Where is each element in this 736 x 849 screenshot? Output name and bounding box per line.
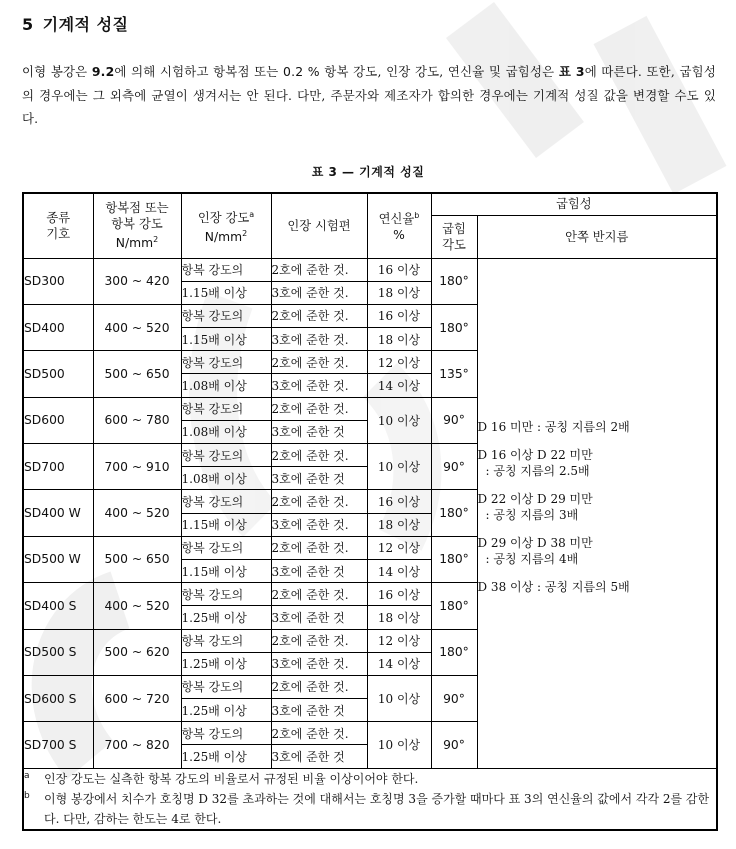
specimen-cell: 2호에 준한 것. [271, 351, 367, 374]
header-inner-radius: 안쪽 반지름 [477, 215, 717, 258]
bend-angle-cell: 180° [431, 536, 477, 582]
yield-cell: 500 ~ 620 [93, 629, 181, 675]
tensile-cell: 1.08배 이상 [181, 467, 271, 490]
specimen-cell: 2호에 준한 것. [271, 722, 367, 745]
intro-paragraph [22, 60, 716, 131]
bend-angle-cell: 180° [431, 258, 477, 304]
specimen-cell: 2호에 준한 것. [271, 536, 367, 559]
radius-item: D 22 이상 D 29 미만 : 공칭 지름의 3배 [477, 492, 593, 523]
tensile-cell: 항복 강도의 [181, 444, 271, 467]
grade-cell: SD300 [23, 258, 93, 304]
elongation-cell: 10 이상 [367, 722, 431, 768]
tensile-cell: 1.15배 이상 [181, 559, 271, 582]
tensile-cell: 항복 강도의 [181, 583, 271, 606]
elongation-cell: 16 이상 [367, 304, 431, 327]
specimen-cell: 2호에 준한 것. [271, 629, 367, 652]
section-heading [22, 12, 129, 35]
elongation-cell: 16 이상 [367, 490, 431, 513]
tensile-cell: 1.08배 이상 [181, 420, 271, 443]
specimen-cell: 2호에 준한 것. [271, 490, 367, 513]
tensile-cell: 1.15배 이상 [181, 281, 271, 304]
elongation-cell: 14 이상 [367, 652, 431, 675]
tensile-cell: 항복 강도의 [181, 675, 271, 698]
bend-angle-cell: 90° [431, 675, 477, 721]
specimen-cell: 2호에 준한 것. [271, 397, 367, 420]
elongation-cell: 16 이상 [367, 258, 431, 281]
grade-cell: SD400 [23, 304, 93, 350]
tensile-cell: 항복 강도의 [181, 629, 271, 652]
elongation-cell: 14 이상 [367, 559, 431, 582]
elongation-cell: 12 이상 [367, 351, 431, 374]
para-text-2: 에 의해 시험하고 항복점 또는 [114, 64, 283, 79]
yield-cell: 400 ~ 520 [93, 583, 181, 629]
specimen-cell: 2호에 준한 것. [271, 675, 367, 698]
specimen-cell: 3호에 준한 것. [271, 513, 367, 536]
grade-cell: SD400 S [23, 583, 93, 629]
elongation-cell: 12 이상 [367, 536, 431, 559]
elongation-cell: 10 이상 [367, 444, 431, 490]
tensile-cell: 항복 강도의 [181, 351, 271, 374]
tensile-cell: 1.15배 이상 [181, 513, 271, 536]
para-text-3: 항복 강도, 인장 강도, 연신율 및 굽힘성은 [319, 64, 559, 79]
grade-cell: SD500 W [23, 536, 93, 582]
elongation-cell: 12 이상 [367, 629, 431, 652]
specimen-cell: 3호에 준한 것 [271, 559, 367, 582]
elongation-cell: 18 이상 [367, 606, 431, 629]
header-specimen: 인장 시험편 [271, 193, 367, 258]
specimen-cell: 3호에 준한 것 [271, 745, 367, 768]
specimen-cell: 3호에 준한 것 [271, 606, 367, 629]
radius-item: D 16 이상 D 22 미만 : 공칭 지름의 2.5배 [477, 448, 593, 479]
elongation-cell: 10 이상 [367, 675, 431, 721]
tensile-cell: 항복 강도의 [181, 722, 271, 745]
footnote-a: a 인장 강도는 실측한 항복 강도의 비율로서 규정된 비율 이상이어야 한다. [24, 770, 419, 786]
clause-reference: 9.2 [91, 64, 115, 79]
elongation-cell: 14 이상 [367, 374, 431, 397]
tensile-cell: 항복 강도의 [181, 536, 271, 559]
grade-cell: SD500 S [23, 629, 93, 675]
yield-cell: 500 ~ 650 [93, 536, 181, 582]
elongation-cell: 18 이상 [367, 513, 431, 536]
bend-angle-cell: 180° [431, 629, 477, 675]
specimen-cell: 3호에 준한 것 [271, 699, 367, 722]
header-bendability: 굽힘성 [431, 193, 717, 215]
tensile-cell: 1.25배 이상 [181, 606, 271, 629]
yield-cell: 400 ~ 520 [93, 490, 181, 536]
tensile-cell: 1.25배 이상 [181, 652, 271, 675]
section-title: 기계적 성질 [42, 15, 129, 34]
tensile-cell: 1.25배 이상 [181, 745, 271, 768]
specimen-cell: 3호에 준한 것 [271, 420, 367, 443]
inner-radius-cell [477, 258, 717, 768]
bend-angle-cell: 135° [431, 351, 477, 397]
tensile-cell: 항복 강도의 [181, 490, 271, 513]
grade-cell: SD700 [23, 444, 93, 490]
elongation-cell: 10 이상 [367, 397, 431, 443]
mechanical-properties-table [22, 192, 718, 831]
radius-item: D 16 미만 : 공칭 지름의 2배 [477, 420, 630, 435]
yield-cell: 300 ~ 420 [93, 258, 181, 304]
grade-cell: SD600 S [23, 675, 93, 721]
elongation-cell: 18 이상 [367, 328, 431, 351]
tensile-cell: 항복 강도의 [181, 397, 271, 420]
tensile-cell: 1.25배 이상 [181, 699, 271, 722]
yield-cell: 600 ~ 720 [93, 675, 181, 721]
bend-angle-cell: 180° [431, 583, 477, 629]
tensile-cell: 항복 강도의 [181, 304, 271, 327]
para-value-02: 0.2 % [282, 64, 320, 79]
specimen-cell: 3호에 준한 것. [271, 328, 367, 351]
grade-cell: SD500 [23, 351, 93, 397]
specimen-cell: 3호에 준한 것 [271, 467, 367, 490]
para-text-1: 이형 봉강은 [22, 64, 92, 79]
header-grade: 종류 기호 [23, 193, 93, 258]
yield-cell: 700 ~ 820 [93, 722, 181, 768]
tensile-cell: 1.15배 이상 [181, 328, 271, 351]
bend-angle-cell: 180° [431, 490, 477, 536]
grade-cell: SD600 [23, 397, 93, 443]
tensile-cell: 항복 강도의 [181, 258, 271, 281]
footnote-row [23, 768, 717, 830]
header-tensile: 인장 강도$^a$ $N/mm^2$ [181, 193, 271, 258]
radius-item: D 29 이상 D 38 미만 : 공칭 지름의 4배 [477, 536, 593, 567]
yield-cell: 700 ~ 910 [93, 444, 181, 490]
elongation-cell: 18 이상 [367, 281, 431, 304]
yield-cell: 400 ~ 520 [93, 304, 181, 350]
tensile-cell: 1.08배 이상 [181, 374, 271, 397]
table-reference: 표 3 [558, 64, 585, 79]
footnotes [23, 768, 717, 830]
header-yield: 항복점 또는 항복 강도 $N/mm^2$ [93, 193, 181, 258]
specimen-cell: 3호에 준한 것. [271, 281, 367, 304]
table-row [23, 258, 717, 281]
bend-angle-cell: 90° [431, 444, 477, 490]
elongation-cell: 16 이상 [367, 583, 431, 606]
table-caption: 표 3 — 기계적 성질 [311, 165, 425, 179]
header-elongation: 연신율$^b$ % [367, 193, 431, 258]
specimen-cell: 2호에 준한 것. [271, 258, 367, 281]
yield-cell: 500 ~ 650 [93, 351, 181, 397]
para-text-4: 에 따른다. 또한, 굽힘성의 경우에는 그 외측에 균열이 생겨서는 안 된다. 다만, 주문자와 제조자가 합의한 경우에는 기계적 성질 값을 변경할 수도 있다. [22, 64, 717, 126]
specimen-cell: 2호에 준한 것. [271, 304, 367, 327]
bend-angle-cell: 90° [431, 722, 477, 768]
grade-cell: SD400 W [23, 490, 93, 536]
radius-item: D 38 이상 : 공칭 지름의 5배 [477, 580, 630, 595]
header-bend-angle: 굽힘 각도 [431, 215, 477, 258]
footnote-b: b 이형 봉강에서 치수가 호칭명 D 32를 초과하는 것에 대해서는 호칭명 3을 증가할 때마다 표 3의 연신율의 값에서 각각 2를 감한다. 다만, 감하는 한도는 4로 한다. [24, 790, 710, 826]
specimen-cell: 3호에 준한 것. [271, 652, 367, 675]
specimen-cell: 3호에 준한 것. [271, 374, 367, 397]
bend-angle-cell: 90° [431, 397, 477, 443]
specimen-cell: 2호에 준한 것. [271, 583, 367, 606]
grade-cell: SD700 S [23, 722, 93, 768]
bend-angle-cell: 180° [431, 304, 477, 350]
section-number: 5 [22, 15, 34, 34]
yield-cell: 600 ~ 780 [93, 397, 181, 443]
specimen-cell: 2호에 준한 것. [271, 444, 367, 467]
